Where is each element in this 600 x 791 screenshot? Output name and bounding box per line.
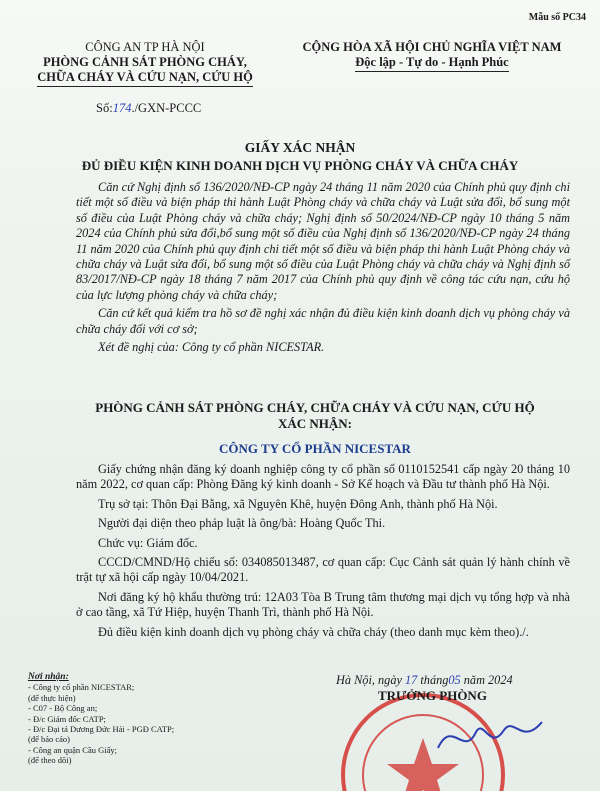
form-number: Mẫu số PC34 xyxy=(528,12,586,23)
doc-number-value: 174 xyxy=(112,101,132,115)
national-header xyxy=(282,40,582,72)
paragraph-legal-basis: Căn cứ Nghị định số 136/2020/NĐ-CP ngày 24 tháng 11 năm 2020 của Chính phủ quy định chi tiết một số điều và biện pháp thi hành Luật Phòng cháy và chữa cháy và Luật sửa đổi, bổ sung một số điều của Luật Phòng cháy và chữa cháy; Nghị định số 50/2024/NĐ-CP ngày 10 tháng 5 năm 2024 của Chính phủ sửa đổi,bổ sung một số điều của Nghị định số 136/2020/NĐ-CP ngày 24 tháng 11 năm 2020 của Chính phủ quy định chi tiết một số điều và biện pháp thi hành Luật Phòng cháy và chữa cháy và Luật sửa đổi, bổ sung một số điều của Luật Phòng cháy và chữa cháy và Nghị định số 83/2017/NĐ-CP ngày 18 tháng 7 năm 2017 của Chính phủ quy định về công tác cứu nạn, cứu hộ của lực lượng phòng cháy và chữa cháy; xyxy=(76,180,570,302)
recipient-item: (để thực hiện) xyxy=(28,692,76,703)
agency-name-line1: PHÒNG CẢNH SÁT PHÒNG CHÁY, xyxy=(43,55,247,69)
document-number xyxy=(96,101,201,116)
recipients-label: Nơi nhận: xyxy=(28,672,69,682)
date-prefix: Hà Nội, ngày xyxy=(336,673,402,687)
paragraph-inspection: Căn cứ kết quả kiểm tra hồ sơ đề nghị xác nhận đủ điều kiện kinh doanh dịch vụ phòng cháy và chữa cháy đối với cơ sở; xyxy=(76,306,570,336)
detail-eligibility: Đủ điều kiện kinh doanh dịch vụ phòng cháy và chữa cháy (theo danh mục kèm theo)./. xyxy=(98,624,529,639)
national-motto: Độc lập - Tự do - Hạnh Phúc xyxy=(355,55,508,72)
recipients-list xyxy=(28,672,228,766)
confirm-label: XÁC NHẬN: xyxy=(277,416,353,431)
date-year: năm 2024 xyxy=(463,673,513,687)
company-details xyxy=(76,462,570,644)
national-title: CỘNG HÒA XÃ HỘI CHỦ NGHĨA VIỆT NAM xyxy=(302,40,562,54)
detail-id-card: CCCD/CMND/Hộ chiếu số: 034085013487, cơ quan cấp: Cục Cảnh sát quản lý hành chính về trật tự xã hội cấp ngày 10/04/2021. xyxy=(76,555,570,585)
doc-number-prefix: Số: xyxy=(96,101,113,115)
recipient-item: - Công an quận Cầu Giấy; xyxy=(28,744,117,755)
signer-title: TRƯỞNG PHÒNG xyxy=(378,688,487,703)
confirming-department xyxy=(0,400,600,432)
detail-head-office: Trụ sở tại: Thôn Đại Bằng, xã Nguyên Khê, huyện Đông Anh, thành phố Hà Nội. xyxy=(98,496,498,511)
department-name: PHÒNG CẢNH SÁT PHÒNG CHÁY, CHỮA CHÁY VÀ CỨU NẠN, CỨU HỘ xyxy=(95,400,535,415)
recipient-item: (để theo dõi) xyxy=(28,755,72,766)
document-subtitle: ĐỦ ĐIỀU KIỆN KINH DOANH DỊCH VỤ PHÒNG CHÁY VÀ CHỮA CHÁY xyxy=(81,158,519,173)
recipient-item: (để báo cáo) xyxy=(28,734,71,745)
doc-number-suffix: ./GXN-PCCC xyxy=(131,101,202,115)
recipient-item: - C07 - Bộ Công an; xyxy=(28,703,98,714)
recipient-item: - Đ/c Đại tá Dương Đức Hải - PGĐ CATP; xyxy=(28,724,175,735)
date-month: 05 xyxy=(448,673,461,687)
detail-residence: Nơi đăng ký hộ khẩu thường trú: 12A03 Tòa B Trung tâm thương mại dịch vụ tổng hợp và nhà ở cao tầng, xã Tứ Hiệp, huyện Thanh Trì, thành phố Hà Nội. xyxy=(76,589,570,620)
company-name: CÔNG TY CỔ PHẦN NICESTAR xyxy=(219,441,411,456)
detail-business-registration: Giấy chứng nhận đăng ký doanh nghiệp công ty cổ phần số 0110152541 cấp ngày 20 tháng 10 năm 2022, cơ quan cấp: Phòng Đăng ký kinh doanh - Sở Kế hoạch và Đầu tư thành phố Hà Nội. xyxy=(76,462,570,492)
date-day: 17 xyxy=(405,673,418,687)
agency-parent: CÔNG AN TP HÀ NỘI xyxy=(85,40,205,54)
issuing-agency-header xyxy=(20,40,270,87)
document-title: GIẤY XÁC NHẬN xyxy=(244,140,356,155)
recipient-item: - Công ty cổ phần NICESTAR; xyxy=(28,682,135,693)
recipient-item: - Đ/c Giám đốc CATP; xyxy=(28,713,106,724)
paragraph-request: Xét đề nghị của: Công ty cổ phần NICESTAR. xyxy=(98,340,325,355)
signature xyxy=(430,706,550,766)
agency-name-line2: CHỮA CHÁY VÀ CỨU NẠN, CỨU HỘ xyxy=(37,70,253,87)
issue-date xyxy=(336,673,513,688)
detail-legal-representative: Người đại diện theo pháp luật là ông/bà: Hoàng Quốc Thi. xyxy=(98,516,386,531)
detail-position: Chức vụ: Giám đốc. xyxy=(98,535,198,550)
date-month-label: tháng xyxy=(420,673,449,687)
legal-basis xyxy=(76,180,570,358)
